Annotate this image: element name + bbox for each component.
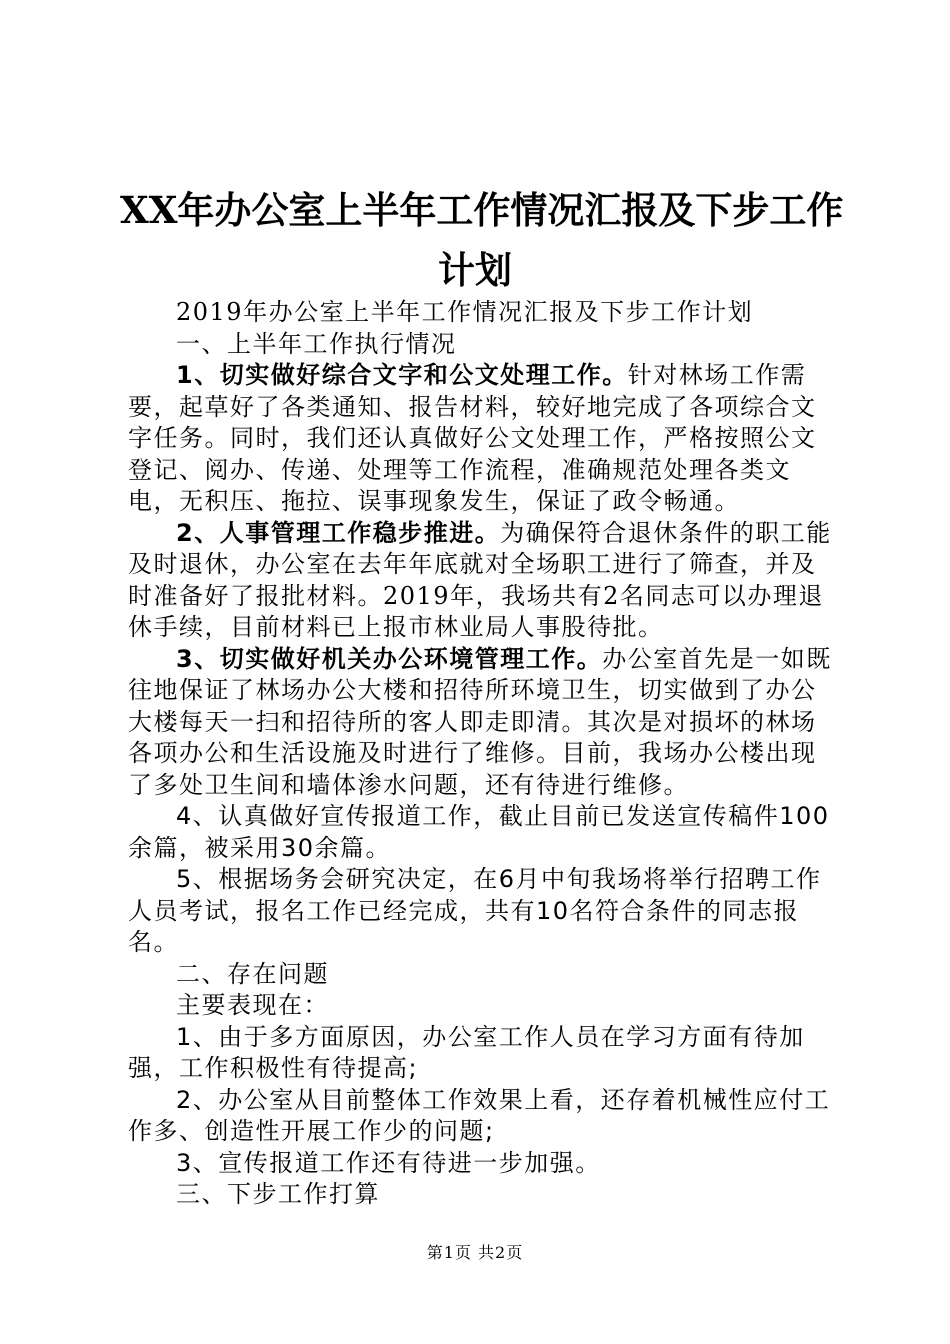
- item-2-text: 为确保符合退休条件的职工能及时退休，办公室在去年年底就对全场职工进行了筛查，并及时准备好了报批材料。2019年，我场共有2名同志可以办理退休手续，目前材料已上报市林业局人事股待批。: [128, 518, 832, 641]
- paragraph-item-3: [128, 644, 838, 802]
- section-3-heading: 三、下步工作打算: [176, 1180, 380, 1208]
- page-footer: 第1页 共2页: [426, 1243, 524, 1262]
- item-2-lead: 2、人事管理工作稳步推进。: [176, 518, 501, 547]
- item-1-lead: 1、切实做好综合文字和公文处理工作。: [176, 361, 628, 389]
- paragraph-item-5: 5、根据场务会研究决定，在6月中旬我场将举行招聘工作人员考试，报名工作已经完成，共有10名符合条件的同志报名。: [128, 865, 822, 956]
- item-3-lead: 3、切实做好机关办公环境管理工作。: [176, 644, 603, 673]
- document-title-line-2: 计划: [438, 248, 512, 292]
- document-body: [128, 297, 838, 1211]
- paragraph-item-4: 4、认真做好宣传报道工作，截止目前已发送宣传稿件100余篇，被采用30余篇。: [128, 802, 830, 862]
- paragraph-item-1: [128, 360, 838, 518]
- section-1-heading: 一、上半年工作执行情况: [176, 329, 457, 358]
- document-title-line-1: XX年办公室上半年工作情况汇报及下步工作: [120, 188, 844, 232]
- item-1-text: 针对林场工作需要，起草好了各类通知、报告材料，较好地完成了各项综合文字任务。同时，我们还认真做好公文处理工作，严格按照公文登记、阅办、传递、处理等工作流程，准确规范处理各类文电，无积压、拖拉、误事现象发生，保证了政令畅通。: [128, 361, 817, 515]
- problem-3: 3、宣传报道工作还有待进一步加强。: [176, 1148, 601, 1177]
- section-2-intro: 主要表现在：: [176, 991, 329, 1019]
- section-2-heading: 二、存在问题: [176, 959, 329, 988]
- problem-2: 2、办公室从目前整体工作效果上看，还存着机械性应付工作多、创造性开展工作少的问题;: [128, 1085, 831, 1145]
- document-subtitle: 2019年办公室上半年工作情况汇报及下步工作计划: [176, 298, 754, 326]
- problem-1: 1、由于多方面原因，办公室工作人员在学习方面有待加强，工作积极性有待提高;: [128, 1022, 805, 1082]
- paragraph-item-2: [128, 518, 838, 644]
- item-3-text: 办公室首先是一如既往地保证了林场办公大楼和招待所环境卫生，切实做到了办公大楼每天一扫和招待所的客人即走即清。其次是对损坏的林场各项办公和生活设施及时进行了维修。目前，我场办公楼出现了多处卫生间和墙体渗水问题，还有待进行维修。: [128, 644, 832, 799]
